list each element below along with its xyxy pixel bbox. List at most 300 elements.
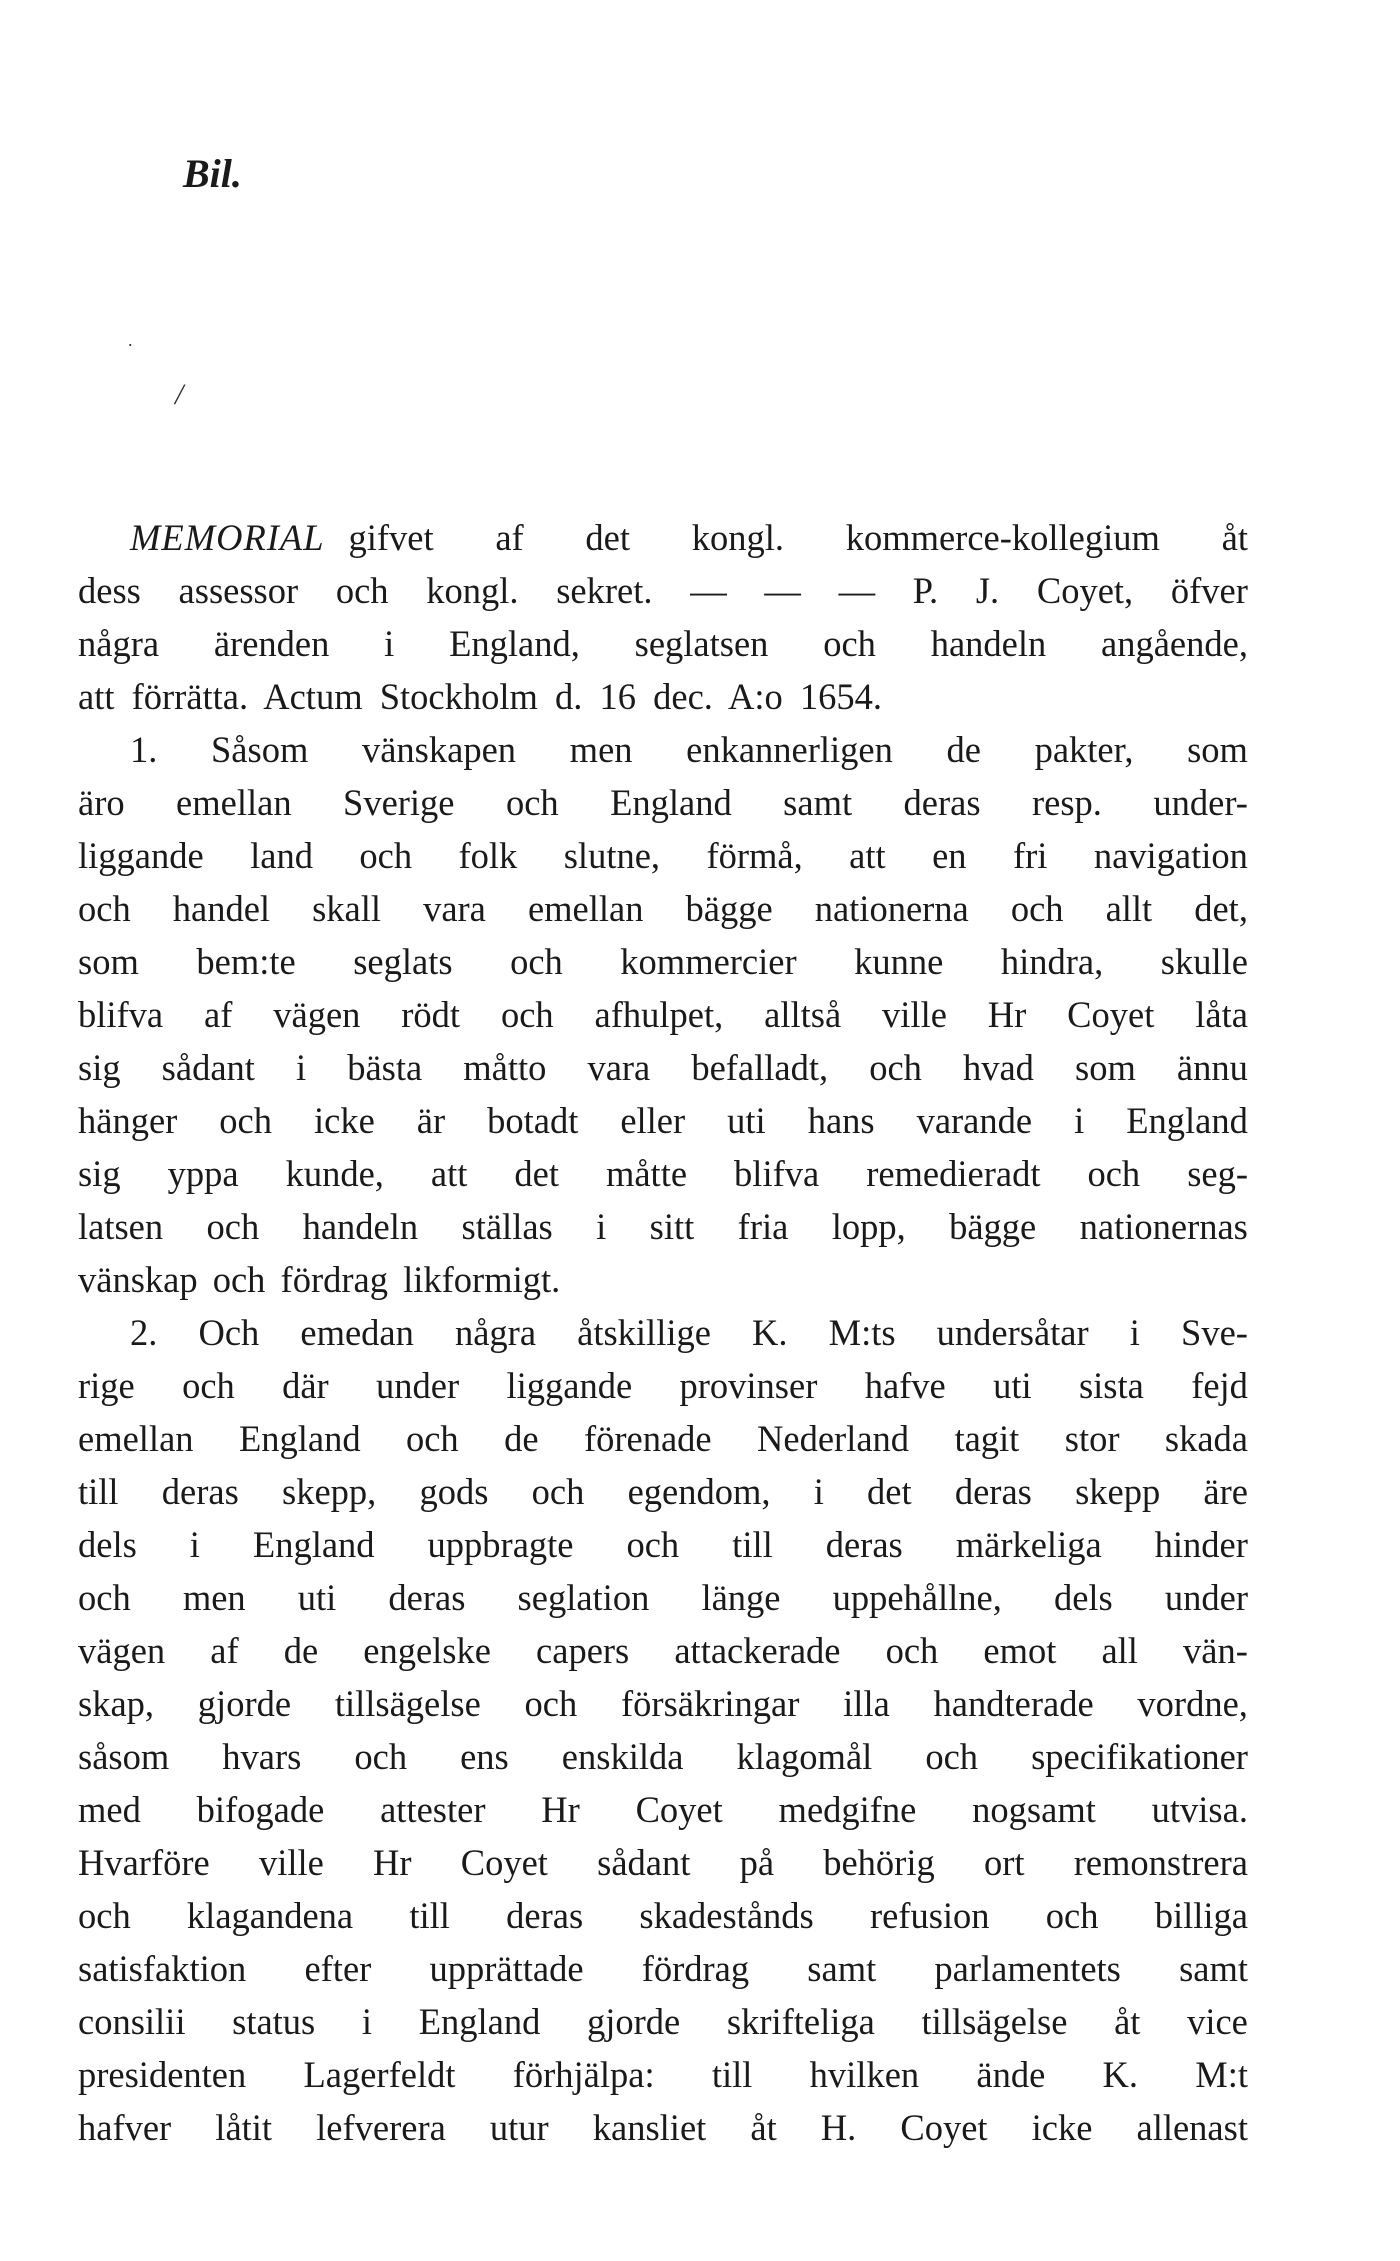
word: 2.	[130, 1312, 158, 1353]
word: skada	[1164, 1418, 1248, 1459]
memorial-title: MEMORIAL	[130, 517, 325, 558]
word: vara	[587, 1047, 651, 1088]
word: och	[359, 835, 413, 876]
word: K.	[1102, 2054, 1138, 2095]
word: —	[838, 570, 876, 611]
word: lefverera	[316, 2107, 446, 2148]
word: kunde,	[285, 1153, 384, 1194]
line-text	[78, 2048, 1248, 2101]
word: förenade	[583, 1418, 712, 1459]
line-text	[78, 1836, 1248, 1889]
word: Hr	[373, 1842, 412, 1883]
text-line	[78, 882, 1248, 935]
word: —	[690, 570, 727, 611]
word: status	[232, 2001, 316, 2042]
word: och	[1087, 1153, 1141, 1194]
word: till	[78, 1471, 119, 1512]
word: remonstrera	[1073, 1842, 1248, 1883]
word: handeln	[302, 1206, 419, 1247]
word: hvad	[962, 1047, 1034, 1088]
word: äro	[78, 782, 125, 823]
word: ens	[460, 1736, 509, 1777]
word: i	[361, 2001, 373, 2042]
word: ville	[882, 994, 947, 1035]
word: sista	[1078, 1365, 1144, 1406]
word: till	[409, 1895, 450, 1936]
line-text	[78, 1942, 1248, 1995]
word: England	[252, 1524, 375, 1565]
word: sådant	[597, 1842, 691, 1883]
word: och	[182, 1365, 235, 1406]
word: och	[354, 1736, 408, 1777]
word: fri	[1012, 835, 1048, 876]
word: —	[764, 570, 801, 611]
word: deras	[903, 782, 981, 823]
word: England	[418, 2001, 541, 2042]
text-line	[78, 776, 1248, 829]
word: attackerade	[674, 1630, 841, 1671]
text-line	[78, 1412, 1248, 1465]
word: latsen	[78, 1206, 164, 1247]
word: bästa	[347, 1047, 423, 1088]
word: uti	[993, 1365, 1032, 1406]
word: M:ts	[828, 1312, 896, 1353]
word: gjorde	[197, 1683, 292, 1724]
text-line	[78, 1147, 1248, 1200]
line-text	[78, 1889, 1248, 1942]
word: äre	[1203, 1471, 1248, 1512]
word: deras	[506, 1895, 584, 1936]
stray-mark-slash: /	[175, 378, 184, 411]
word: klagandena	[186, 1895, 354, 1936]
word: vän-	[1183, 1630, 1248, 1671]
word: till	[711, 2054, 753, 2095]
text-line	[78, 1624, 1248, 1677]
word: och	[524, 1683, 578, 1724]
word: och	[823, 623, 876, 664]
text-line	[78, 1571, 1248, 1624]
line-text	[78, 1783, 1248, 1836]
line-text	[78, 1094, 1248, 1147]
text-line	[78, 1306, 1248, 1359]
word: attester	[380, 1789, 486, 1830]
word: uppbragte	[427, 1524, 574, 1565]
word: skulle	[1160, 941, 1248, 982]
word: låta	[1195, 994, 1248, 1035]
word: deras	[388, 1577, 466, 1618]
word: rige	[78, 1365, 135, 1406]
word: sitt	[649, 1206, 695, 1247]
word: ärenden	[213, 623, 330, 664]
word: som	[1074, 1047, 1136, 1088]
word: icke	[1031, 2107, 1093, 2148]
line-text	[78, 935, 1248, 988]
page-header: Bil.	[183, 151, 242, 196]
word: hvars	[222, 1736, 302, 1777]
word: och	[219, 1100, 272, 1141]
word: samt	[807, 1948, 877, 1989]
word: där	[282, 1365, 329, 1406]
word: handeln	[930, 623, 1047, 664]
word: vara	[423, 888, 486, 929]
word: gifvet	[348, 517, 434, 558]
word: satisfaktion	[78, 1948, 247, 1989]
text-line	[78, 670, 1248, 723]
word: liggande	[506, 1365, 633, 1406]
line-text	[78, 1465, 1248, 1518]
line-text	[349, 511, 1248, 564]
word: det	[514, 1153, 559, 1194]
word: all	[1101, 1630, 1138, 1671]
word: märkeliga	[955, 1524, 1102, 1565]
word: England,	[449, 623, 580, 664]
word: att	[849, 835, 886, 876]
word: afhulpet,	[594, 994, 724, 1035]
word: angående,	[1101, 623, 1248, 664]
line-text	[78, 564, 1248, 617]
word: nogsamt	[972, 1789, 1096, 1830]
word: de	[283, 1630, 319, 1671]
word: capers	[536, 1630, 630, 1671]
word: consilii	[78, 2001, 186, 2042]
word: skepp,	[282, 1471, 377, 1512]
word: i	[295, 1047, 307, 1088]
word: yppa	[167, 1153, 239, 1194]
word: fejd	[1191, 1365, 1248, 1406]
word: förhjälpa:	[512, 2054, 655, 2095]
word: folk	[458, 835, 518, 876]
line-text	[78, 1571, 1248, 1624]
line-text	[78, 1041, 1248, 1094]
word: provinser	[679, 1365, 818, 1406]
word: Såsom	[211, 729, 309, 770]
text-line	[78, 935, 1248, 988]
word: botadt	[487, 1100, 579, 1141]
line-text	[130, 1306, 1248, 1359]
word: och	[510, 941, 563, 982]
word: deras	[954, 1471, 1032, 1512]
word: sådant	[161, 1047, 255, 1088]
text-line	[78, 1942, 1248, 1995]
line-text	[78, 776, 1248, 829]
word: Hr	[541, 1789, 580, 1830]
word: presidenten	[78, 2054, 247, 2095]
word: och	[505, 782, 559, 823]
word: försäkringar	[621, 1683, 800, 1724]
word: parlamentets	[934, 1948, 1121, 1989]
word: vordne,	[1137, 1683, 1248, 1724]
line-text	[78, 882, 1248, 935]
word: och	[405, 1418, 459, 1459]
line-text	[78, 1200, 1248, 1253]
word: i	[813, 1471, 824, 1512]
word: skall	[312, 888, 382, 929]
word: och	[78, 888, 131, 929]
word: efter	[304, 1948, 372, 1989]
word: det	[867, 1471, 912, 1512]
word: låtit	[215, 2107, 273, 2148]
word: samt	[783, 782, 853, 823]
text-line	[78, 829, 1248, 882]
word: stor	[1064, 1418, 1120, 1459]
word: engelske	[363, 1630, 491, 1671]
word: länge	[701, 1577, 781, 1618]
word: Och	[198, 1312, 260, 1353]
line-text	[78, 1147, 1248, 1200]
word: att	[430, 1153, 468, 1194]
word: af	[204, 994, 233, 1035]
text-line	[78, 988, 1248, 1041]
word: vänskapen	[361, 729, 517, 770]
word: gods	[419, 1471, 489, 1512]
word: handterade	[933, 1683, 1094, 1724]
word: slutne,	[563, 835, 661, 876]
word: skepp	[1075, 1471, 1161, 1512]
word: seglatsen	[634, 623, 769, 664]
word: emedan	[300, 1312, 414, 1353]
word: Lagerfeldt	[303, 2054, 456, 2095]
word: såsom	[78, 1736, 170, 1777]
line-text	[78, 1624, 1248, 1677]
word: rödt	[401, 994, 461, 1035]
line-text	[78, 1677, 1248, 1730]
word: nationernas	[1079, 1206, 1248, 1247]
word: sig	[78, 1153, 121, 1194]
word: fria	[737, 1206, 789, 1247]
word: deras	[825, 1524, 903, 1565]
word: vägen	[78, 1630, 166, 1671]
word: illa	[843, 1683, 890, 1724]
word: dels	[78, 1524, 137, 1565]
word: uti	[727, 1100, 766, 1141]
word: under	[376, 1365, 460, 1406]
word: resp.	[1032, 782, 1102, 823]
word: England	[610, 782, 732, 823]
word: upprättade	[429, 1948, 584, 1989]
line-text	[78, 1995, 1248, 2048]
word: seglation	[517, 1577, 650, 1618]
word: några	[78, 623, 160, 664]
word: ännu	[1176, 1047, 1248, 1088]
word: Hvarföre	[78, 1842, 210, 1883]
word: P.	[912, 570, 939, 611]
text-line	[78, 1995, 1248, 2048]
word: i	[1074, 1100, 1085, 1141]
word: måtto	[463, 1047, 547, 1088]
word: emot	[983, 1630, 1057, 1671]
word: enskilda	[561, 1736, 684, 1777]
word: bifogade	[196, 1789, 325, 1830]
word: befalladt,	[691, 1047, 829, 1088]
word: är	[416, 1100, 446, 1141]
word: alltså	[764, 994, 842, 1035]
word: och	[206, 1206, 260, 1247]
line-text	[78, 988, 1248, 1041]
word: kommercier	[620, 941, 797, 982]
line-text	[78, 2101, 1248, 2154]
word: uppehållne,	[832, 1577, 1002, 1618]
word: hvilken	[809, 2054, 920, 2095]
word: pakter,	[1034, 729, 1134, 770]
word: ville	[258, 1842, 324, 1883]
word: land	[250, 835, 313, 876]
word: det,	[1194, 888, 1248, 929]
word: hafver	[78, 2107, 172, 2148]
word: gjorde	[586, 2001, 681, 2042]
word: Hr	[987, 994, 1027, 1035]
line-text	[130, 723, 1248, 776]
word: kongl.	[691, 517, 784, 558]
text-line	[78, 1094, 1248, 1147]
word: några	[454, 1312, 537, 1353]
word: hindra,	[1000, 941, 1104, 982]
word: måtte	[605, 1153, 688, 1194]
word: en	[932, 835, 967, 876]
line-text	[78, 617, 1248, 670]
word: och	[869, 1047, 922, 1088]
text-line	[78, 1200, 1248, 1253]
line-text	[78, 1730, 1248, 1783]
word: Coyet	[460, 1842, 548, 1883]
word: öfver	[1170, 570, 1248, 611]
word: vägen	[273, 994, 361, 1035]
body-text	[78, 511, 1248, 2154]
word: under	[1164, 1577, 1248, 1618]
word: som	[1187, 729, 1248, 770]
word: Coyet,	[1036, 570, 1134, 611]
word: men	[182, 1577, 246, 1618]
word: tagit	[954, 1418, 1020, 1459]
word: blifva	[734, 1153, 820, 1194]
word: Nederland	[757, 1418, 910, 1459]
word: i	[596, 1206, 607, 1247]
word: refusion	[869, 1895, 990, 1936]
word: hänger	[78, 1100, 178, 1141]
word: assessor	[178, 570, 299, 611]
word: åt	[1221, 517, 1248, 558]
word: behörig	[823, 1842, 935, 1883]
word: undersåtar	[936, 1312, 1089, 1353]
word: och	[925, 1736, 979, 1777]
word: Coyet	[900, 2107, 988, 2148]
word: deras	[161, 1471, 239, 1512]
text-line	[78, 723, 1248, 776]
word: och	[500, 994, 554, 1035]
word: ställas	[461, 1206, 553, 1247]
word: blifva	[78, 994, 164, 1035]
word: och	[1045, 1895, 1099, 1936]
word: J.	[975, 570, 1000, 611]
word: nationerna	[814, 888, 969, 929]
word: Coyet	[1067, 994, 1155, 1035]
word: billiga	[1154, 1895, 1248, 1936]
word: skadestånds	[639, 1895, 814, 1936]
line-text: vänskap och fördrag likformigt.	[78, 1259, 561, 1300]
word: egendom,	[627, 1471, 771, 1512]
word: kunne	[854, 941, 944, 982]
text-line	[78, 2048, 1248, 2101]
word: medgifne	[778, 1789, 917, 1830]
word: i	[189, 1524, 200, 1565]
word: tillsägelse	[334, 1683, 481, 1724]
word: Sve-	[1181, 1312, 1248, 1353]
word: hans	[807, 1100, 875, 1141]
word: och	[78, 1895, 131, 1936]
word: ort	[983, 1842, 1025, 1883]
word: Sverige	[343, 782, 455, 823]
word: af	[495, 517, 524, 558]
word: och	[78, 1577, 131, 1618]
text-line	[78, 1783, 1248, 1836]
word: med	[78, 1789, 141, 1830]
text-line	[78, 1253, 1248, 1306]
word: åt	[750, 2107, 777, 2148]
word: sekret.	[556, 570, 653, 611]
word: under-	[1153, 782, 1248, 823]
word: men	[569, 729, 633, 770]
word: tillsägelse	[921, 2001, 1068, 2042]
word: klagomål	[736, 1736, 873, 1777]
word: skrifteliga	[726, 2001, 875, 2042]
word: seg-	[1187, 1153, 1248, 1194]
word: hinder	[1154, 1524, 1248, 1565]
word: skap,	[78, 1683, 155, 1724]
word: utur	[489, 2107, 549, 2148]
word: handel	[172, 888, 271, 929]
word: allenast	[1136, 2107, 1248, 2148]
word: dess	[78, 570, 141, 611]
word: fördrag	[641, 1948, 750, 1989]
word: K.	[752, 1312, 788, 1353]
word: samt	[1179, 1948, 1248, 1989]
text-line	[78, 617, 1248, 670]
text-line	[78, 511, 1248, 564]
word: emellan	[527, 888, 644, 929]
word: sig	[78, 1047, 121, 1088]
word: i	[384, 623, 395, 664]
word: hafve	[864, 1365, 946, 1406]
line-text: att förrätta. Actum Stockholm d. 16 dec. A:o 1654.	[78, 676, 883, 717]
text-line	[78, 1359, 1248, 1412]
word: som	[78, 941, 139, 982]
word: ände	[976, 2054, 1046, 2095]
word: M:t	[1195, 2054, 1248, 2095]
word: och	[885, 1630, 939, 1671]
line-text	[78, 829, 1248, 882]
word: H.	[820, 2107, 857, 2148]
line-text	[78, 1359, 1248, 1412]
word: seglats	[353, 941, 453, 982]
word: 1.	[130, 729, 158, 770]
text-line	[78, 1041, 1248, 1094]
word: och	[335, 570, 389, 611]
word: Coyet	[635, 1789, 723, 1830]
word: i	[1129, 1312, 1140, 1353]
word: enkannerligen	[686, 729, 893, 770]
word: liggande	[78, 835, 204, 876]
stray-mark-dot: .	[128, 330, 133, 350]
text-line	[78, 2101, 1248, 2154]
word: England	[1126, 1100, 1248, 1141]
line-text	[78, 1412, 1248, 1465]
word: specifikationer	[1031, 1736, 1248, 1777]
word: åt	[1114, 2001, 1141, 2042]
word: vice	[1187, 2001, 1248, 2042]
word: dels	[1053, 1577, 1113, 1618]
word: allt	[1105, 888, 1153, 929]
text-line	[78, 1677, 1248, 1730]
line-text	[78, 1518, 1248, 1571]
